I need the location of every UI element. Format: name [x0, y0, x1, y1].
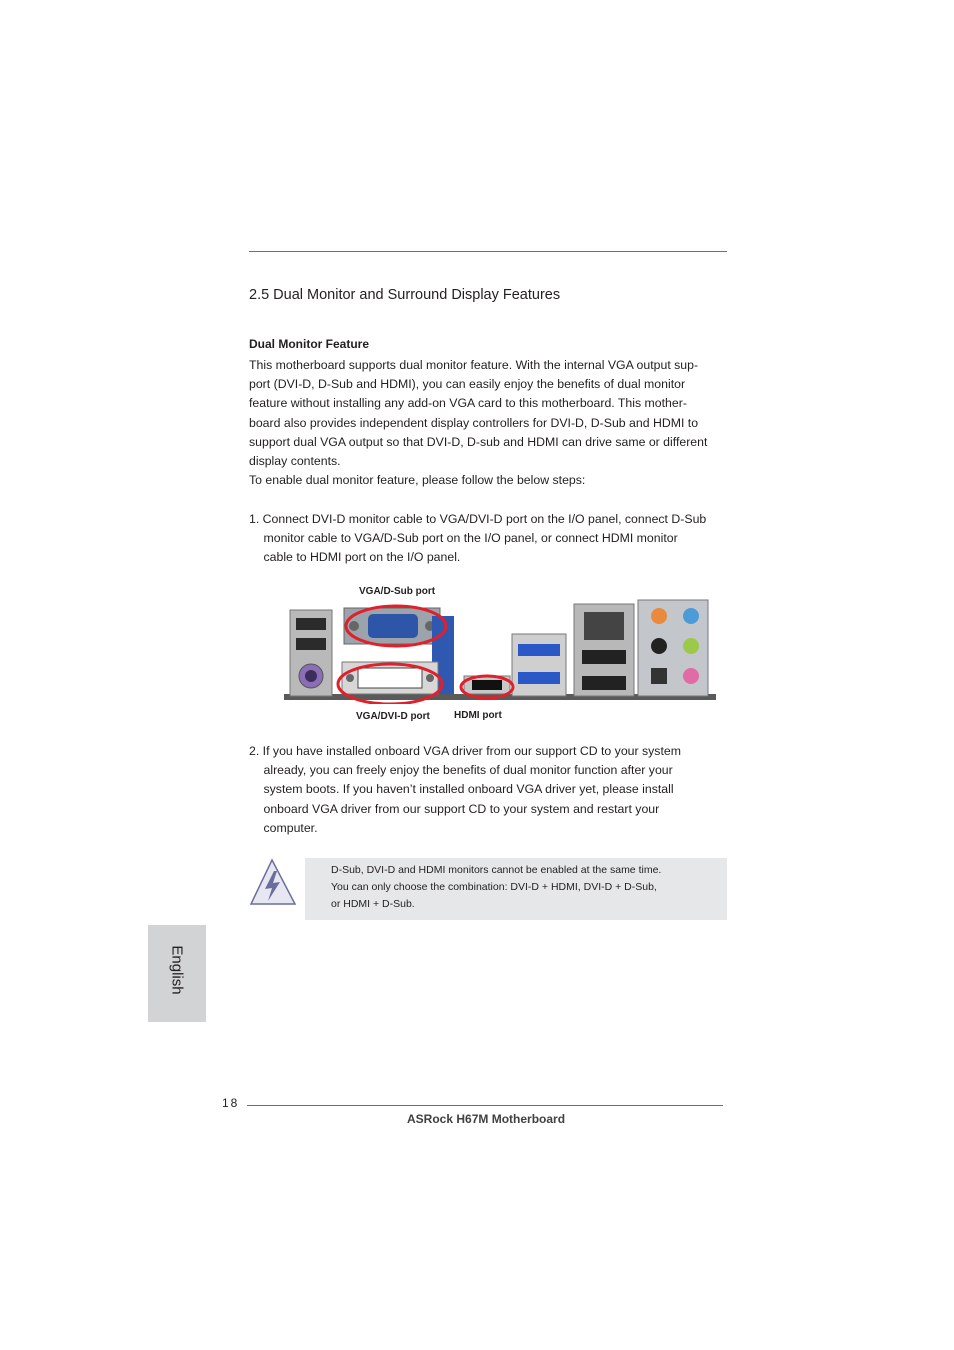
text-line: cable to HDMI port on the I/O panel. — [263, 550, 461, 565]
text-line: 2. If you have installed onboard VGA driver from our support CD to your system — [249, 744, 681, 758]
text-line: monitor cable to VGA/D-Sub port on the I/O panel, or connect HDMI monitor — [263, 531, 678, 546]
text-line: 1. Connect DVI-D monitor cable to VGA/DVI-D port on the I/O panel, connect D-Sub — [249, 512, 707, 526]
text-line: port (DVI-D, D-Sub and HDMI), you can easily enjoy the benefits of dual monitor — [249, 377, 686, 392]
intro-paragraph — [249, 356, 729, 490]
io-panel-figure — [282, 596, 718, 704]
lan-usb-stack — [574, 604, 634, 696]
caption-vga-dvi: VGA/DVI-D port — [356, 711, 430, 722]
caption-hdmi: HDMI port — [454, 710, 502, 721]
top-rule — [249, 251, 727, 252]
language-tab-label: English — [168, 945, 186, 995]
text-line: This motherboard supports dual monitor feature. With the internal VGA output sup- — [249, 358, 699, 372]
text-line: or HDMI + D-Sub. — [331, 898, 415, 910]
text-line: already, you can freely enjoy the benefits of dual monitor function after your — [263, 763, 673, 778]
usb3-stack — [512, 634, 566, 696]
footer-rule — [247, 1105, 723, 1106]
note-text — [331, 862, 661, 913]
text-line: You can only choose the combination: DVI-D + HDMI, DVI-D + D-Sub, — [331, 881, 657, 893]
text-line: To enable dual monitor feature, please follow the below steps: — [249, 473, 586, 488]
text-line: onboard VGA driver from our support CD to your system and restart your — [263, 801, 660, 816]
text-line: computer. — [263, 820, 318, 835]
caption-vga-dsub: VGA/D-Sub port — [359, 586, 436, 597]
page-number: 18 — [222, 1096, 240, 1110]
text-line: feature without installing any add-on VGA card to this motherboard. This mother- — [249, 396, 687, 411]
warning-icon — [248, 857, 298, 907]
footer-title: ASRock H67M Motherboard — [407, 1112, 566, 1126]
section-title: 2.5 Dual Monitor and Surround Display Features — [249, 287, 561, 303]
dvi-d-connector — [342, 662, 438, 694]
audio-jacks — [638, 600, 708, 696]
text-line: display contents. — [249, 454, 341, 469]
step-1 — [249, 510, 729, 568]
subsection-title: Dual Monitor Feature — [249, 337, 370, 351]
text-line: support dual VGA output so that DVI-D, D-sub and HDMI can drive same or different — [249, 434, 708, 449]
usb-ps2-stack — [290, 610, 332, 696]
text-line: board also provides independent display controllers for DVI-D, D-Sub and HDMI to — [249, 415, 699, 430]
text-line: system boots. If you haven’t installed onboard VGA driver yet, please install — [263, 782, 674, 797]
text-line: D-Sub, DVI-D and HDMI monitors cannot be enabled at the same time. — [331, 864, 662, 876]
step-2 — [249, 742, 729, 838]
